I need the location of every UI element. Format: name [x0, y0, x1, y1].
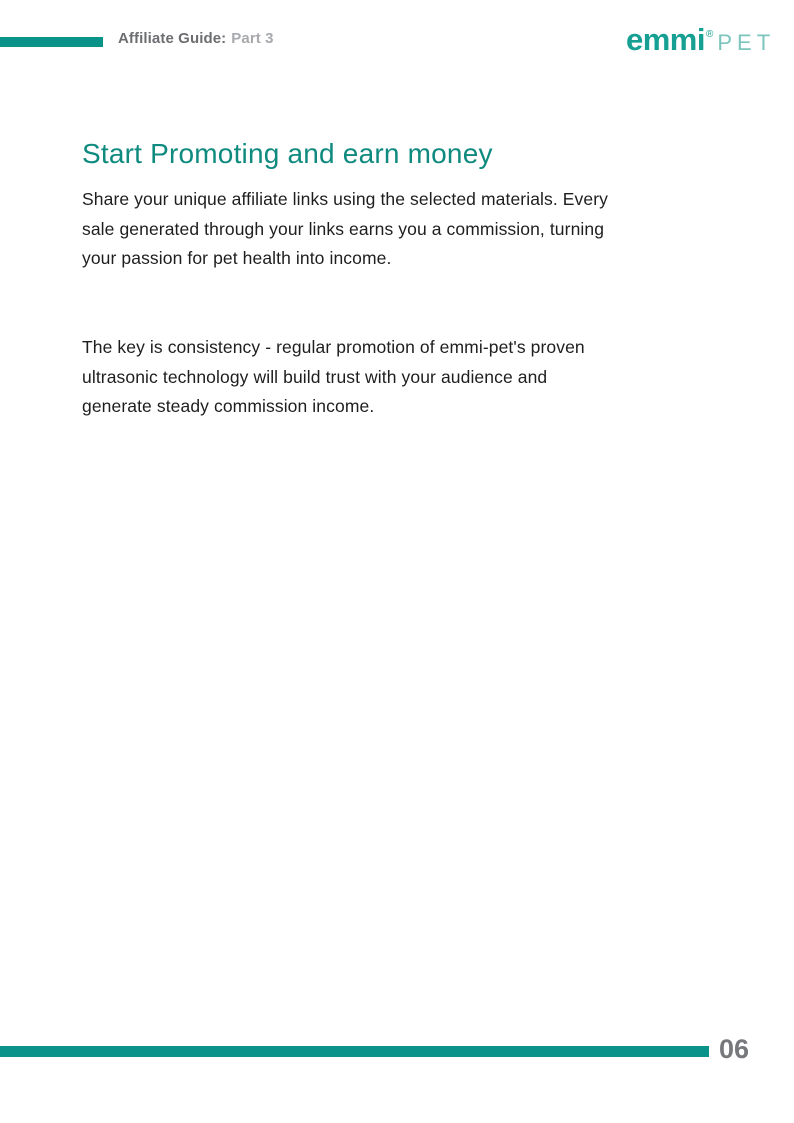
paragraph-2	[82, 333, 722, 422]
paragraph-line: The key is consistency - regular promotion of emmi-pet's proven	[82, 337, 585, 357]
page-title: Start Promoting and earn money	[82, 138, 493, 169]
header-title	[118, 30, 274, 47]
header-accent-bar	[0, 37, 103, 47]
paragraph-line: sale generated through your links earns you a commission, turning	[82, 218, 605, 239]
paragraph-line: Share your unique affiliate links using the selected materials. Every	[82, 189, 609, 209]
emmi-pet-logo	[626, 22, 775, 58]
page-number: 06	[719, 1034, 750, 1064]
logo-suffix: PET	[717, 30, 776, 55]
paragraph-line: generate steady commission income.	[82, 396, 375, 416]
paragraph-line: ultrasonic technology will build trust with your audience and	[82, 366, 548, 387]
paragraph-line: your passion for pet health into income.	[82, 248, 392, 268]
footer-accent-bar	[0, 1046, 709, 1057]
registered-trademark-icon: ®	[705, 29, 714, 40]
paragraph-1	[82, 185, 722, 274]
part-label: Part 3	[231, 30, 274, 47]
logo-word: emmi	[626, 22, 705, 57]
guide-label: Affiliate Guide:	[118, 30, 227, 47]
